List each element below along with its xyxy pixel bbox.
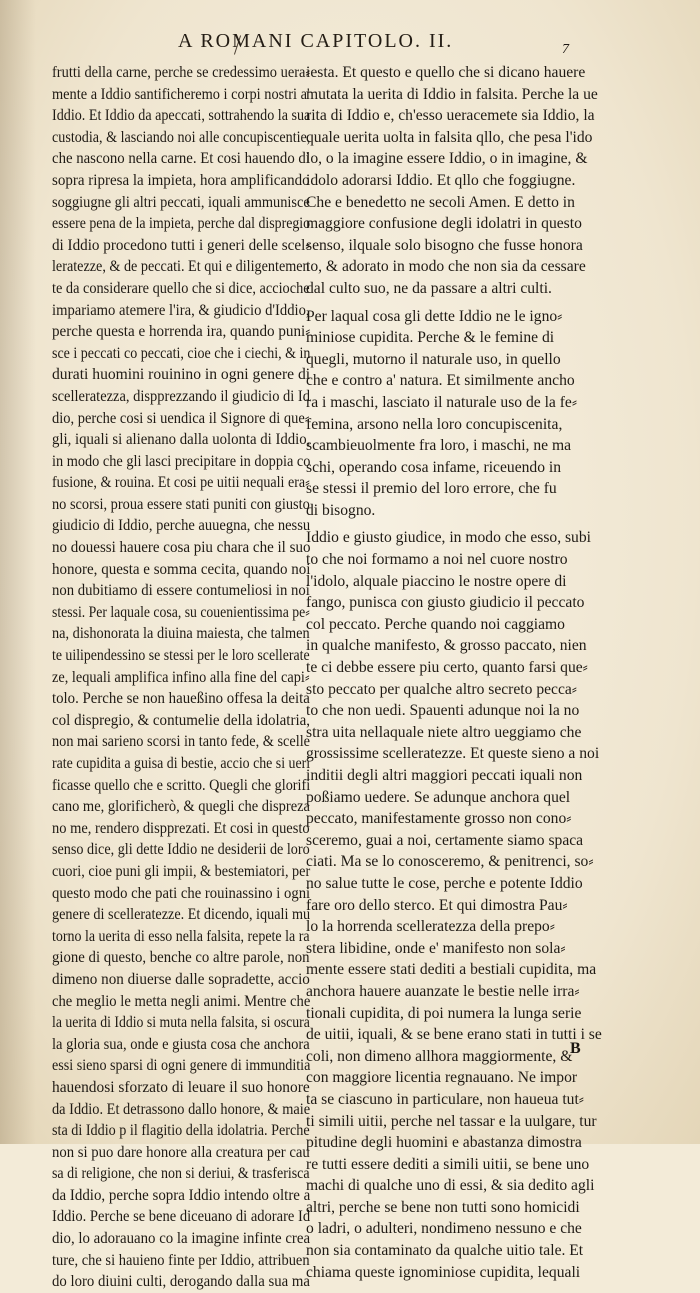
text-line: che nascono nella carne. Et cosi hauendo di	[52, 150, 310, 168]
text-line: lo la horrenda scelleratezza della prepo⸗	[306, 918, 555, 936]
text-line: in qualche manifesto, & grosso paccato, nien	[306, 637, 587, 655]
text-line: lo, o la imagine essere Iddio, o in imagine, &	[306, 150, 588, 168]
text-line: mutata la uerita di Iddio in falsita. Perche la ue	[306, 85, 598, 103]
text-line: te ci debbe essere piu certo, quanto farsi que⸗	[306, 659, 588, 677]
text-line: cano me, glorificherò, & quegli che dispreza	[52, 798, 310, 816]
text-line: honore, questa e somma cecita, quando noi	[52, 560, 311, 578]
text-line: Iddio. Et Iddio da apeccati, sottrahendo la sua	[52, 107, 311, 125]
paragraph	[306, 62, 604, 300]
text-line: tionali cupidita, di poi numera la lunga serie	[306, 1004, 582, 1022]
text-line: di bisogno.	[306, 501, 376, 519]
text-line: dio, lo adorauano co la imagine infinte crea	[52, 1230, 311, 1248]
text-line: leratezze, & de peccati. Et qui e diligentemen	[52, 258, 310, 276]
text-line: rita di Iddio e, ch'esso ueracemete sia Iddio, la	[306, 107, 595, 125]
text-line: sopra ripresa la impieta, hora amplificando	[52, 171, 310, 189]
text-line: questo modo che pati che rouinassino i ogni	[52, 884, 311, 902]
text-line: dimeno non diuerse dalle sopradette, accio	[52, 970, 310, 988]
text-line: no me, rendero dispprezati. Et cosi in questo	[52, 819, 310, 837]
folio-number: 7	[562, 42, 569, 57]
text-line: ze, lequali amplifica infino alla fine del capi⸗	[52, 668, 310, 686]
text-line: te uilipendessino se stessi per le loro scellerate	[52, 647, 310, 665]
text-line: peccato, manifestamente grosso non cono⸗	[306, 810, 572, 828]
text-line: ficasse quello che e scritto. Quegli che glorifi	[52, 776, 311, 794]
text-line: to, & adorato in modo che non sia da cessare	[306, 258, 586, 276]
text-line: rate cupidita a guisa di bestie, accio che si ueri	[52, 755, 311, 772]
text-line: schi, operando cosa infame, riceuendo in	[306, 458, 562, 476]
text-line: ciati. Ma se lo conosceremo, & penitrenci, so⸗	[306, 853, 594, 871]
text-line: frutti della carne, perche se credessimo uera⸗	[52, 64, 311, 81]
text-line: scambieuolmente fra loro, i maschi, ne ma	[306, 437, 572, 455]
text-line: la uerita di Iddio si muta nella falsita, si oscura	[52, 1014, 310, 1032]
text-line: da Iddio, perche sopra Iddio intendo oltre a	[52, 1186, 311, 1204]
text-line: in modo che gli lasci precipitare in doppia co	[52, 452, 311, 470]
text-line: Che e benedetto ne secoli Amen. E detto in	[306, 193, 575, 211]
text-line: scelleratezza, dispprezzando il giudicio di Id	[52, 387, 310, 405]
text-line: quale uerita uolta in falsita qllo, che pesa l'ido	[306, 128, 593, 146]
running-head: A ROMANI CAPITOLO. II.	[178, 30, 454, 52]
text-line: do loro diuini culti, derogando dalla sua ma	[52, 1273, 310, 1291]
text-line: hauendosi sforzato di leuare il suo honore	[52, 1078, 310, 1096]
text-line: che e contro a' natura. Et similmente ancho	[306, 372, 575, 390]
text-line: soggiugne gli altri peccati, iquali ammunisce	[52, 193, 310, 211]
text-line: stera libidine, onde e' manifesto non sola⸗	[306, 939, 566, 957]
text-line: giudicio di Iddio, perche auuegna, che nessu	[52, 517, 311, 535]
text-line: l'idolo, alquale piaccino le nostre opere di	[306, 572, 567, 590]
text-line: chiama queste ignominiose cupidita, lequali	[306, 1263, 581, 1281]
text-line: re tutti essere dediti a simili uitii, se bene uno	[306, 1155, 590, 1173]
text-line: Per laqual cosa gli dette Iddio ne le igno⸗	[306, 307, 563, 325]
text-line: Iddio e giusto giudice, in modo che esso, subi	[306, 529, 591, 547]
text-line: sta di Iddio p il flagitio della idolatria. Perche	[52, 1122, 310, 1140]
text-line: anchora hauere auanzate le bestie nelle irra⸗	[306, 982, 580, 1000]
text-line: la gloria sua, onde e giusta cosa che anchora	[52, 1035, 310, 1053]
text-line: coli, non dimeno allhora maggiormente, &	[306, 1047, 573, 1065]
text-line: non dubitiamo di essere contumeliosi in noi	[52, 582, 310, 600]
text-line: senso, ilquale solo bisogno che fusse honora	[306, 236, 583, 254]
page-header	[0, 30, 700, 57]
text-line: non sia contaminato da qualche uitio tale. Et	[306, 1242, 584, 1260]
text-line: essere pena de la impieta, perche dal dispregio	[52, 215, 311, 233]
text-line: ra i maschi, lasciato il naturale uso de la fe⸗	[306, 393, 578, 411]
text-line: dio, perche cosi si uendica il Signore di que⸗	[52, 409, 310, 427]
text-line: fare oro dello sterco. Et qui dimostra Pau⸗	[306, 896, 568, 914]
text-line: de uitii, iquali, & se bene erano stati in tutti i se	[306, 1026, 602, 1044]
text-line: dal culto suo, ne da passare a altri culti.	[306, 279, 552, 297]
text-line: essi sieno sparsi di ogni genere di immunditia	[52, 1057, 311, 1075]
text-line: tolo. Perche se non haueßino offesa la deita	[52, 690, 310, 708]
text-line: durati huomini rouinino in ogni genere di	[52, 366, 311, 384]
text-line: to che non uedi. Spauenti adunque noi la no	[306, 702, 580, 720]
text-line: custodia, & lasciando noi alle concupiscentie,	[52, 128, 311, 146]
text-line: machi di qualche uno di essi, & sia dedito agli	[306, 1177, 595, 1195]
text-line: miniose cupidita. Perche & le femine di	[306, 329, 555, 347]
text-line: femina, arsono nella loro concupiscenita,	[306, 415, 563, 433]
text-line: te da considerare quello che si dice, accioche	[52, 279, 310, 297]
text-line: idolo adorarsi Iddio. Et qllo che foggiugne.	[306, 171, 576, 189]
text-line: di Iddio procedono tutti i generi delle scel⸗	[52, 236, 311, 254]
text-line: iesta. Et questo e quello che si dicano hauere	[306, 64, 586, 81]
text-line: cuori, cioe puni gli impii, & bestemiatori, per	[52, 862, 311, 880]
text-line: ti simili uitii, perche nel tassar e la uulgare, tur	[306, 1112, 597, 1130]
text-line: no salue tutte le cose, perche e potente Iddio	[306, 874, 583, 892]
text-line: col peccato. Perche quando noi caggiamo	[306, 615, 565, 633]
text-line: non si puo dare honore alla creatura per cau	[52, 1143, 310, 1161]
left-text-column	[52, 62, 310, 1293]
text-line: no scorsi, proua essere stati puniti con giusto	[52, 495, 310, 513]
text-line: sce i peccati co peccati, cioe che i ciechi, & in	[52, 344, 311, 362]
text-line: con maggiore licentia regnauano. Ne impor	[306, 1069, 578, 1087]
text-line: torno la uerita di esso nella falsita, repete la ra	[52, 927, 310, 945]
text-line: non mai sarieno scorsi in tanto fede, & scelle	[52, 733, 311, 751]
text-line: mente a Iddio santificheremo i corpi nostri a'	[52, 85, 310, 103]
text-line: maggiore confusione degli idolatri in questo	[306, 215, 582, 233]
text-line: poßiamo uedere. Se adunque anchora quel	[306, 788, 571, 806]
text-line: sceremo, guai a noi, certamente siamo spaca	[306, 831, 584, 849]
text-line: altri, perche se bene non tutti sono homicidi	[306, 1198, 580, 1216]
text-line: gli, iquali si alienano dalla uolonta di Iddio,	[52, 431, 311, 449]
text-line: ta se ciascuno in particulare, non haueua tut⸗	[306, 1090, 584, 1108]
text-line: pitudine degli huomini e abastanza dimostra	[306, 1134, 582, 1152]
right-text-column	[306, 62, 604, 1283]
text-line: senso dice, gli dette Iddio ne desiderii de loro	[52, 841, 310, 859]
text-line: o ladri, o adulteri, nondimeno nessuno e che	[306, 1220, 582, 1238]
text-line: stessi. Per laquale cosa, su couenientissima pe⸗	[52, 603, 310, 621]
text-line: Iddio. Perche se bene diceuano di adorare Id	[52, 1208, 311, 1226]
binding-shadow	[0, 0, 36, 1144]
signature-mark: B	[570, 1040, 581, 1057]
paragraph	[306, 527, 604, 1283]
text-line: quegli, mutorno il naturale uso, in quello	[306, 350, 561, 368]
text-line: ture, che si hauieno finte per Iddio, attribuen	[52, 1251, 310, 1269]
text-line: to che noi formamo a noi nel cuore nostro	[306, 551, 568, 569]
text-line: sa di religione, che non si deriui, & trasferisca	[52, 1165, 310, 1183]
text-line: impariamo atemere l'ira, & giudicio d'Iddio,	[52, 301, 310, 319]
text-line: mente essere stati dediti a bestiali cupidita, ma	[306, 961, 597, 979]
text-line: fusione, & rouina. Et cosi pe uitii nequali era⸗	[52, 474, 310, 492]
text-line: grossissime scelleratezze. Et queste sieno a noi	[306, 745, 600, 763]
text-line: che meglio le metta negli animi. Mentre che	[52, 992, 311, 1010]
text-line: perche questa e horrenda ira, quando puni⸗	[52, 323, 311, 341]
text-line: se stessi il premio del loro errore, che fu	[306, 480, 557, 498]
text-line: da Iddio. Et detrassono dallo honore, & maie	[52, 1100, 311, 1118]
text-line: gione di questo, benche co altre parole, non	[52, 949, 310, 967]
text-line: na, dishonorata la diuina maiesta, che talmen	[52, 625, 310, 643]
text-line: sto peccato per qualche altro secreto pecca⸗	[306, 680, 578, 698]
text-line: fango, punisca con giusto giudicio il peccato	[306, 594, 585, 612]
text-line: col dispregio, & contumelie della idolatria,	[52, 711, 311, 729]
paragraph	[306, 306, 604, 522]
text-line: genere di scelleratezze. Et dicendo, iquali mu	[52, 906, 311, 924]
text-line: stra uita nellaquale niete altro ueggiamo che	[306, 723, 582, 741]
text-line: no douessi hauere cosa piu chara che il suo	[52, 539, 311, 557]
text-line: inditii degli altri maggiori peccati iquali non	[306, 767, 583, 784]
